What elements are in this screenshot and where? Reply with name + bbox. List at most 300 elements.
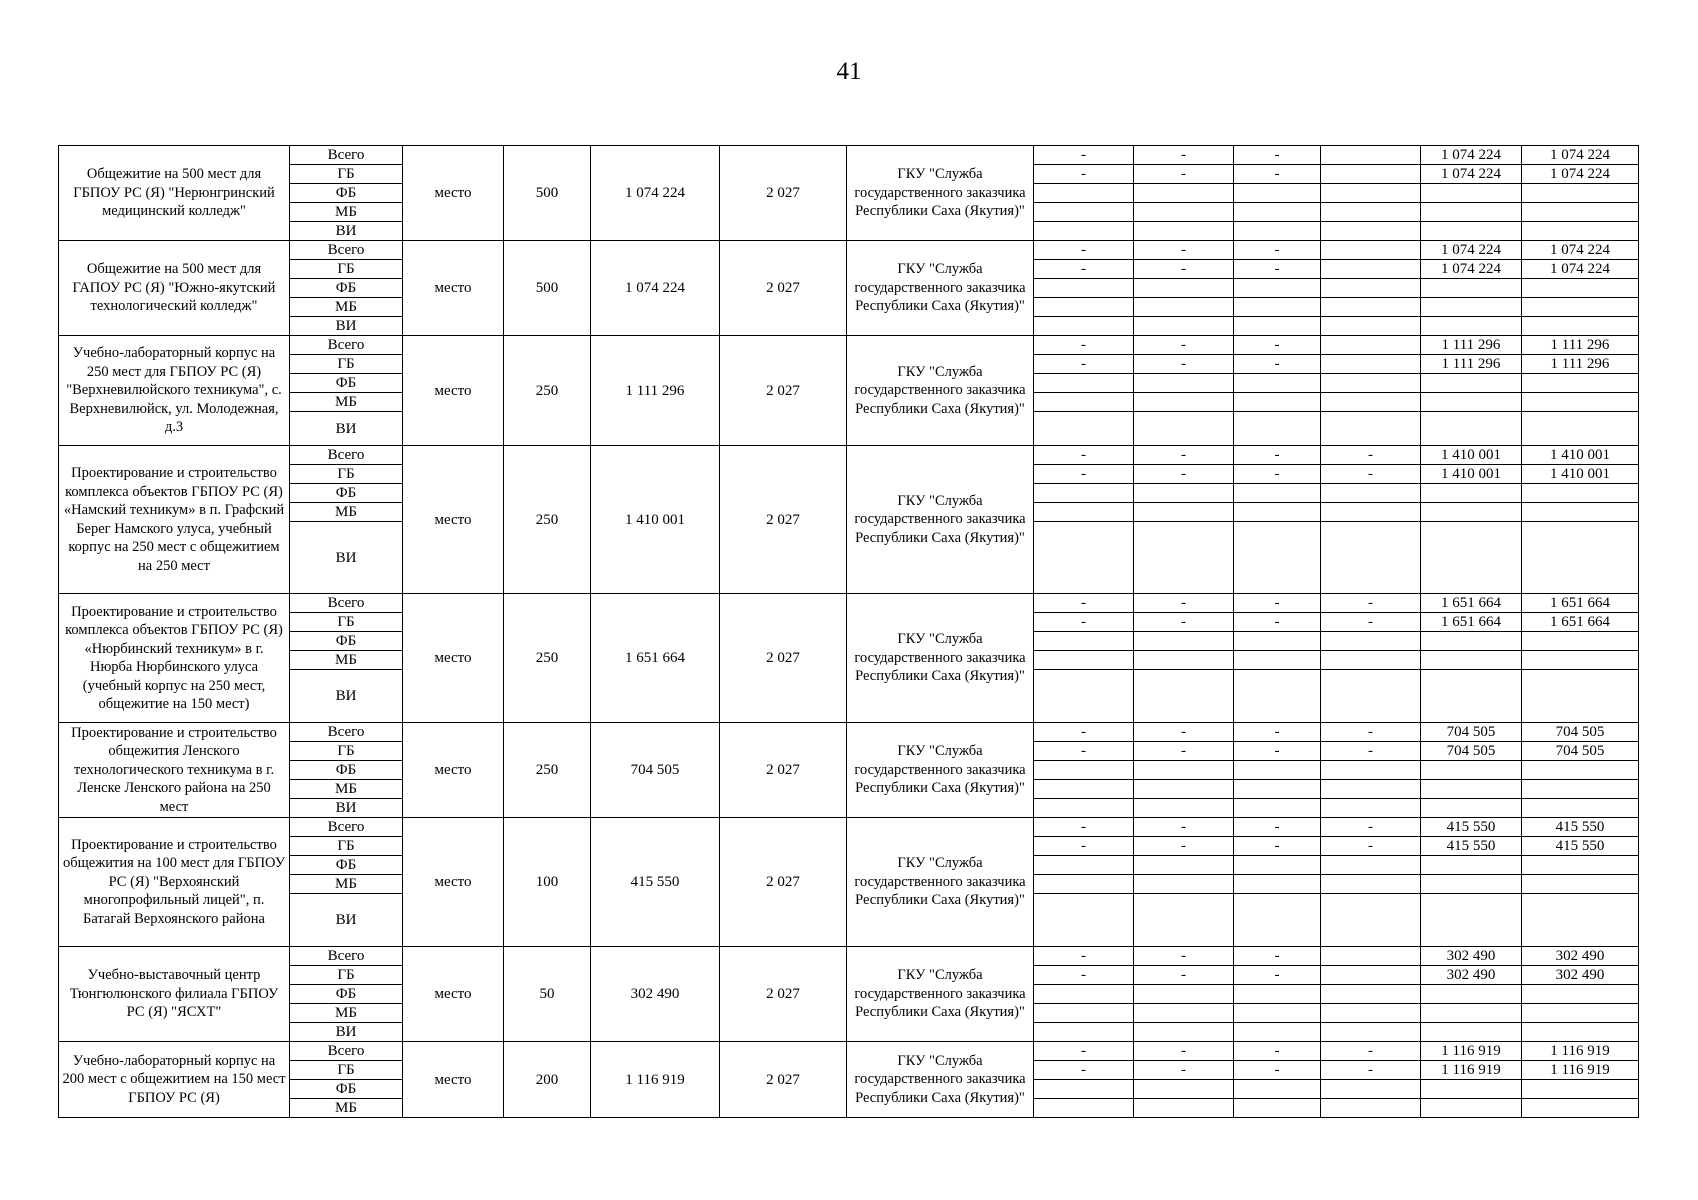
- amount-cell: [1421, 279, 1522, 298]
- amount-cell: 1 410 001: [1522, 446, 1639, 465]
- funding-source-label: МБ: [290, 1004, 403, 1023]
- amount-cell: -: [1134, 165, 1234, 184]
- amount-cell: [1321, 761, 1421, 780]
- amount-cell: [1034, 875, 1134, 894]
- amount-cell: [1421, 203, 1522, 222]
- cost-cell: 1 074 224: [591, 241, 720, 336]
- amount-cell: [1421, 894, 1522, 947]
- object-name-cell: Проектирование и строительство комплекса объектов ГБПОУ РС (Я) «Нюрбинский техникум» в г. Нюрба Нюрбинского улуса (учебный корпус на 250 мест, общежитие на 150 мест): [59, 594, 290, 723]
- amount-cell: 1 651 664: [1522, 594, 1639, 613]
- amount-cell: [1134, 484, 1234, 503]
- amount-cell: 1 074 224: [1522, 146, 1639, 165]
- amount-cell: -: [1234, 336, 1321, 355]
- amount-cell: [1421, 184, 1522, 203]
- amount-cell: -: [1034, 336, 1134, 355]
- funding-source-label: ФБ: [290, 484, 403, 503]
- amount-cell: [1321, 279, 1421, 298]
- funding-source-label: Всего: [290, 1042, 403, 1061]
- amount-cell: [1522, 374, 1639, 393]
- amount-cell: -: [1234, 966, 1321, 985]
- amount-cell: [1421, 1080, 1522, 1099]
- funding-source-label: МБ: [290, 651, 403, 670]
- amount-cell: [1522, 503, 1639, 522]
- amount-cell: -: [1034, 966, 1134, 985]
- amount-cell: -: [1321, 613, 1421, 632]
- amount-cell: [1522, 1004, 1639, 1023]
- amount-cell: [1034, 856, 1134, 875]
- amount-cell: [1321, 947, 1421, 966]
- amount-cell: -: [1134, 613, 1234, 632]
- amount-cell: 704 505: [1522, 723, 1639, 742]
- amount-cell: -: [1034, 723, 1134, 742]
- amount-cell: 704 505: [1421, 742, 1522, 761]
- amount-cell: -: [1321, 446, 1421, 465]
- amount-cell: [1421, 985, 1522, 1004]
- amount-cell: [1321, 1023, 1421, 1042]
- customer-cell: ГКУ "Служба государственного заказчика Республики Саха (Якутия)": [847, 947, 1034, 1042]
- amount-cell: [1034, 780, 1134, 799]
- amount-cell: -: [1134, 837, 1234, 856]
- amount-cell: [1034, 651, 1134, 670]
- amount-cell: [1321, 184, 1421, 203]
- amount-cell: [1522, 1099, 1639, 1118]
- funding-source-label: МБ: [290, 780, 403, 799]
- amount-cell: [1134, 279, 1234, 298]
- year-cell: 2 027: [720, 446, 847, 594]
- amount-cell: [1134, 184, 1234, 203]
- funding-source-label: Всего: [290, 723, 403, 742]
- amount-cell: [1421, 1099, 1522, 1118]
- amount-cell: -: [1134, 1042, 1234, 1061]
- amount-cell: -: [1234, 818, 1321, 837]
- amount-cell: [1134, 412, 1234, 446]
- amount-cell: [1034, 412, 1134, 446]
- capacity-cell: 50: [504, 947, 591, 1042]
- amount-cell: -: [1134, 465, 1234, 484]
- object-name-cell: Общежитие на 500 мест для ГБПОУ РС (Я) "Нерюнгринский медицинский колледж": [59, 146, 290, 241]
- amount-cell: [1321, 503, 1421, 522]
- amount-cell: -: [1234, 146, 1321, 165]
- year-cell: 2 027: [720, 336, 847, 446]
- amount-cell: [1034, 1023, 1134, 1042]
- cost-cell: 415 550: [591, 818, 720, 947]
- amount-cell: -: [1134, 742, 1234, 761]
- amount-cell: 302 490: [1421, 947, 1522, 966]
- unit-cell: место: [403, 947, 504, 1042]
- amount-cell: [1034, 894, 1134, 947]
- cost-cell: 302 490: [591, 947, 720, 1042]
- amount-cell: -: [1321, 594, 1421, 613]
- amount-cell: [1522, 894, 1639, 947]
- amount-cell: [1134, 799, 1234, 818]
- amount-cell: [1421, 522, 1522, 594]
- amount-cell: [1421, 651, 1522, 670]
- amount-cell: -: [1234, 1061, 1321, 1080]
- amount-cell: [1421, 503, 1522, 522]
- amount-cell: 1 074 224: [1421, 260, 1522, 279]
- amount-cell: 1 116 919: [1421, 1042, 1522, 1061]
- capacity-cell: 250: [504, 594, 591, 723]
- year-cell: 2 027: [720, 723, 847, 818]
- funding-source-label: Всего: [290, 594, 403, 613]
- amount-cell: -: [1034, 146, 1134, 165]
- amount-cell: -: [1134, 355, 1234, 374]
- amount-cell: [1134, 875, 1234, 894]
- customer-cell: ГКУ "Служба государственного заказчика Республики Саха (Якутия)": [847, 446, 1034, 594]
- amount-cell: [1034, 522, 1134, 594]
- capacity-cell: 250: [504, 336, 591, 446]
- amount-cell: [1134, 985, 1234, 1004]
- cost-cell: 1 410 001: [591, 446, 720, 594]
- page-number: 41: [836, 58, 862, 85]
- funding-source-label: МБ: [290, 298, 403, 317]
- amount-cell: [1321, 222, 1421, 241]
- amount-cell: 1 111 296: [1421, 355, 1522, 374]
- unit-cell: место: [403, 241, 504, 336]
- amount-cell: [1234, 503, 1321, 522]
- amount-cell: [1321, 241, 1421, 260]
- amount-cell: [1321, 875, 1421, 894]
- amount-cell: 302 490: [1421, 966, 1522, 985]
- year-cell: 2 027: [720, 146, 847, 241]
- amount-cell: 415 550: [1421, 818, 1522, 837]
- amount-cell: [1234, 894, 1321, 947]
- table-row: [59, 947, 1639, 966]
- amount-cell: [1321, 966, 1421, 985]
- amount-cell: 1 074 224: [1522, 241, 1639, 260]
- amount-cell: -: [1034, 594, 1134, 613]
- customer-cell: ГКУ "Служба государственного заказчика Республики Саха (Якутия)": [847, 818, 1034, 947]
- amount-cell: [1522, 875, 1639, 894]
- amount-cell: -: [1234, 837, 1321, 856]
- amount-cell: [1421, 222, 1522, 241]
- amount-cell: [1234, 522, 1321, 594]
- amount-cell: [1421, 761, 1522, 780]
- amount-cell: [1134, 1099, 1234, 1118]
- amount-cell: [1034, 484, 1134, 503]
- cost-cell: 1 116 919: [591, 1042, 720, 1118]
- amount-cell: -: [1134, 241, 1234, 260]
- amount-cell: [1234, 875, 1321, 894]
- amount-cell: [1134, 632, 1234, 651]
- amount-cell: -: [1321, 1042, 1421, 1061]
- funding-source-label: Всего: [290, 818, 403, 837]
- amount-cell: [1134, 761, 1234, 780]
- funding-source-label: МБ: [290, 393, 403, 412]
- funding-source-label: ВИ: [290, 1023, 403, 1042]
- table-row: [59, 241, 1639, 260]
- amount-cell: [1321, 799, 1421, 818]
- amount-cell: [1421, 670, 1522, 723]
- amount-cell: -: [1034, 465, 1134, 484]
- amount-cell: -: [1034, 165, 1134, 184]
- amount-cell: -: [1134, 947, 1234, 966]
- funding-source-label: Всего: [290, 446, 403, 465]
- unit-cell: место: [403, 818, 504, 947]
- amount-cell: [1134, 1004, 1234, 1023]
- cost-cell: 1 651 664: [591, 594, 720, 723]
- amount-cell: [1034, 1080, 1134, 1099]
- amount-cell: [1321, 336, 1421, 355]
- funding-source-label: Всего: [290, 947, 403, 966]
- object-name-cell: Проектирование и строительство общежития на 100 мест для ГБПОУ РС (Я) "Верхоянский многопрофильный лицей", п. Батагай Верхоянского района: [59, 818, 290, 947]
- amount-cell: -: [1134, 260, 1234, 279]
- amount-cell: [1134, 856, 1234, 875]
- amount-cell: [1522, 1023, 1639, 1042]
- object-name-cell: Учебно-лабораторный корпус на 200 мест с общежитием на 150 мест ГБПОУ РС (Я): [59, 1042, 290, 1118]
- amount-cell: [1522, 317, 1639, 336]
- amount-cell: -: [1134, 336, 1234, 355]
- amount-cell: [1522, 761, 1639, 780]
- capacity-cell: 250: [504, 446, 591, 594]
- amount-cell: [1034, 632, 1134, 651]
- amount-cell: [1321, 856, 1421, 875]
- funding-source-label: ФБ: [290, 1080, 403, 1099]
- amount-cell: [1134, 503, 1234, 522]
- amount-cell: [1522, 780, 1639, 799]
- amount-cell: -: [1034, 1042, 1134, 1061]
- amount-cell: [1234, 484, 1321, 503]
- amount-cell: [1034, 203, 1134, 222]
- amount-cell: [1522, 484, 1639, 503]
- amount-cell: -: [1134, 146, 1234, 165]
- funding-source-label: ГБ: [290, 465, 403, 484]
- amount-cell: [1234, 374, 1321, 393]
- unit-cell: место: [403, 146, 504, 241]
- amount-cell: 1 111 296: [1522, 355, 1639, 374]
- amount-cell: 1 074 224: [1522, 260, 1639, 279]
- funding-source-label: Всего: [290, 336, 403, 355]
- amount-cell: -: [1234, 260, 1321, 279]
- table-row: [59, 446, 1639, 465]
- amount-cell: [1522, 412, 1639, 446]
- amount-cell: 1 651 664: [1421, 613, 1522, 632]
- amount-cell: -: [1234, 594, 1321, 613]
- funding-source-label: МБ: [290, 1099, 403, 1118]
- amount-cell: [1321, 670, 1421, 723]
- unit-cell: место: [403, 446, 504, 594]
- amount-cell: -: [1034, 1061, 1134, 1080]
- funding-source-label: ВИ: [290, 894, 403, 947]
- amount-cell: [1134, 670, 1234, 723]
- amount-cell: [1034, 317, 1134, 336]
- funding-source-label: ВИ: [290, 799, 403, 818]
- funding-source-label: ФБ: [290, 985, 403, 1004]
- capacity-cell: 500: [504, 241, 591, 336]
- amount-cell: [1522, 298, 1639, 317]
- investment-objects-table: [58, 145, 1639, 1118]
- amount-cell: [1321, 894, 1421, 947]
- capacity-cell: 500: [504, 146, 591, 241]
- amount-cell: [1522, 651, 1639, 670]
- unit-cell: место: [403, 723, 504, 818]
- year-cell: 2 027: [720, 947, 847, 1042]
- funding-source-label: ГБ: [290, 613, 403, 632]
- funding-source-label: ФБ: [290, 856, 403, 875]
- amount-cell: [1234, 670, 1321, 723]
- amount-cell: [1234, 1004, 1321, 1023]
- funding-source-label: МБ: [290, 203, 403, 222]
- amount-cell: 1 111 296: [1522, 336, 1639, 355]
- amount-cell: -: [1234, 1042, 1321, 1061]
- amount-cell: [1522, 1080, 1639, 1099]
- amount-cell: [1234, 1023, 1321, 1042]
- amount-cell: [1134, 780, 1234, 799]
- table-row: [59, 336, 1639, 355]
- customer-cell: ГКУ "Служба государственного заказчика Республики Саха (Якутия)": [847, 241, 1034, 336]
- amount-cell: [1134, 1080, 1234, 1099]
- amount-cell: [1421, 799, 1522, 818]
- amount-cell: [1421, 780, 1522, 799]
- amount-cell: [1234, 1080, 1321, 1099]
- amount-cell: [1321, 317, 1421, 336]
- funding-source-label: ГБ: [290, 742, 403, 761]
- amount-cell: -: [1234, 446, 1321, 465]
- object-name-cell: Проектирование и строительство общежития Ленского технологического техникума в г. Ленске Ленского района на 250 мест: [59, 723, 290, 818]
- amount-cell: -: [1134, 446, 1234, 465]
- amount-cell: -: [1234, 241, 1321, 260]
- capacity-cell: 200: [504, 1042, 591, 1118]
- amount-cell: 1 074 224: [1522, 165, 1639, 184]
- amount-cell: [1421, 374, 1522, 393]
- table-row: [59, 594, 1639, 613]
- unit-cell: место: [403, 336, 504, 446]
- amount-cell: [1034, 374, 1134, 393]
- amount-cell: -: [1134, 1061, 1234, 1080]
- amount-cell: -: [1034, 742, 1134, 761]
- table-row: [59, 146, 1639, 165]
- funding-source-label: ГБ: [290, 1061, 403, 1080]
- amount-cell: 302 490: [1522, 947, 1639, 966]
- amount-cell: [1234, 317, 1321, 336]
- amount-cell: [1234, 651, 1321, 670]
- amount-cell: [1321, 985, 1421, 1004]
- amount-cell: -: [1134, 818, 1234, 837]
- amount-cell: [1421, 484, 1522, 503]
- amount-cell: [1321, 1004, 1421, 1023]
- amount-cell: -: [1321, 1061, 1421, 1080]
- amount-cell: -: [1321, 465, 1421, 484]
- amount-cell: 704 505: [1421, 723, 1522, 742]
- funding-source-label: ВИ: [290, 412, 403, 446]
- amount-cell: -: [1134, 594, 1234, 613]
- amount-cell: [1321, 1080, 1421, 1099]
- amount-cell: 302 490: [1522, 966, 1639, 985]
- funding-source-label: ВИ: [290, 317, 403, 336]
- amount-cell: [1421, 317, 1522, 336]
- amount-cell: 704 505: [1522, 742, 1639, 761]
- amount-cell: [1321, 780, 1421, 799]
- amount-cell: 1 111 296: [1421, 336, 1522, 355]
- amount-cell: 1 074 224: [1421, 241, 1522, 260]
- year-cell: 2 027: [720, 818, 847, 947]
- amount-cell: [1034, 985, 1134, 1004]
- amount-cell: [1421, 393, 1522, 412]
- amount-cell: -: [1321, 837, 1421, 856]
- capacity-cell: 250: [504, 723, 591, 818]
- funding-source-label: ФБ: [290, 374, 403, 393]
- amount-cell: [1134, 894, 1234, 947]
- object-name-cell: Учебно-выставочный центр Тюнгюлюнского филиала ГБПОУ РС (Я) "ЯСХТ": [59, 947, 290, 1042]
- amount-cell: [1522, 799, 1639, 818]
- amount-cell: [1234, 279, 1321, 298]
- funding-source-label: ВИ: [290, 522, 403, 594]
- amount-cell: [1234, 761, 1321, 780]
- amount-cell: -: [1321, 818, 1421, 837]
- amount-cell: [1034, 279, 1134, 298]
- amount-cell: [1321, 203, 1421, 222]
- amount-cell: -: [1234, 613, 1321, 632]
- amount-cell: [1034, 503, 1134, 522]
- amount-cell: [1234, 203, 1321, 222]
- funding-source-label: ГБ: [290, 355, 403, 374]
- amount-cell: -: [1321, 723, 1421, 742]
- amount-cell: [1522, 222, 1639, 241]
- amount-cell: [1421, 632, 1522, 651]
- amount-cell: [1522, 279, 1639, 298]
- amount-cell: -: [1034, 241, 1134, 260]
- amount-cell: [1034, 1099, 1134, 1118]
- amount-cell: [1234, 222, 1321, 241]
- amount-cell: -: [1234, 465, 1321, 484]
- funding-source-label: ФБ: [290, 184, 403, 203]
- amount-cell: 1 116 919: [1522, 1061, 1639, 1080]
- amount-cell: [1421, 875, 1522, 894]
- amount-cell: [1134, 522, 1234, 594]
- object-name-cell: Учебно-лабораторный корпус на 250 мест для ГБПОУ РС (Я) "Верхневилюйского техникума", с. Верхневилюйск, ул. Молодежная, д.3: [59, 336, 290, 446]
- amount-cell: [1134, 317, 1234, 336]
- amount-cell: [1134, 1023, 1234, 1042]
- table-row: [59, 723, 1639, 742]
- amount-cell: [1321, 412, 1421, 446]
- year-cell: 2 027: [720, 241, 847, 336]
- object-name-cell: Проектирование и строительство комплекса объектов ГБПОУ РС (Я) «Намский техникум» в п. Графский Берег Намского улуса, учебный корпус на 250 мест с общежитием на 250 мест: [59, 446, 290, 594]
- amount-cell: -: [1034, 818, 1134, 837]
- amount-cell: [1321, 651, 1421, 670]
- amount-cell: 1 074 224: [1421, 165, 1522, 184]
- amount-cell: [1321, 165, 1421, 184]
- amount-cell: -: [1234, 165, 1321, 184]
- customer-cell: ГКУ "Служба государственного заказчика Республики Саха (Якутия)": [847, 594, 1034, 723]
- amount-cell: -: [1234, 742, 1321, 761]
- funding-source-label: ГБ: [290, 966, 403, 985]
- amount-cell: [1234, 799, 1321, 818]
- amount-cell: 1 116 919: [1421, 1061, 1522, 1080]
- amount-cell: 1 410 001: [1421, 465, 1522, 484]
- amount-cell: [1034, 799, 1134, 818]
- amount-cell: [1034, 1004, 1134, 1023]
- amount-cell: 415 550: [1421, 837, 1522, 856]
- amount-cell: [1522, 856, 1639, 875]
- customer-cell: ГКУ "Служба государственного заказчика Республики Саха (Якутия)": [847, 723, 1034, 818]
- customer-cell: ГКУ "Служба государственного заказчика Республики Саха (Якутия)": [847, 146, 1034, 241]
- amount-cell: [1321, 522, 1421, 594]
- year-cell: 2 027: [720, 1042, 847, 1118]
- amount-cell: [1034, 670, 1134, 723]
- table-row: [59, 818, 1639, 837]
- amount-cell: [1234, 393, 1321, 412]
- amount-cell: 1 651 664: [1421, 594, 1522, 613]
- funding-source-label: МБ: [290, 875, 403, 894]
- amount-cell: [1321, 1099, 1421, 1118]
- table-body: [59, 146, 1639, 1118]
- funding-source-label: ГБ: [290, 260, 403, 279]
- amount-cell: [1234, 856, 1321, 875]
- amount-cell: [1234, 1099, 1321, 1118]
- funding-source-label: Всего: [290, 146, 403, 165]
- amount-cell: -: [1134, 966, 1234, 985]
- amount-cell: [1421, 298, 1522, 317]
